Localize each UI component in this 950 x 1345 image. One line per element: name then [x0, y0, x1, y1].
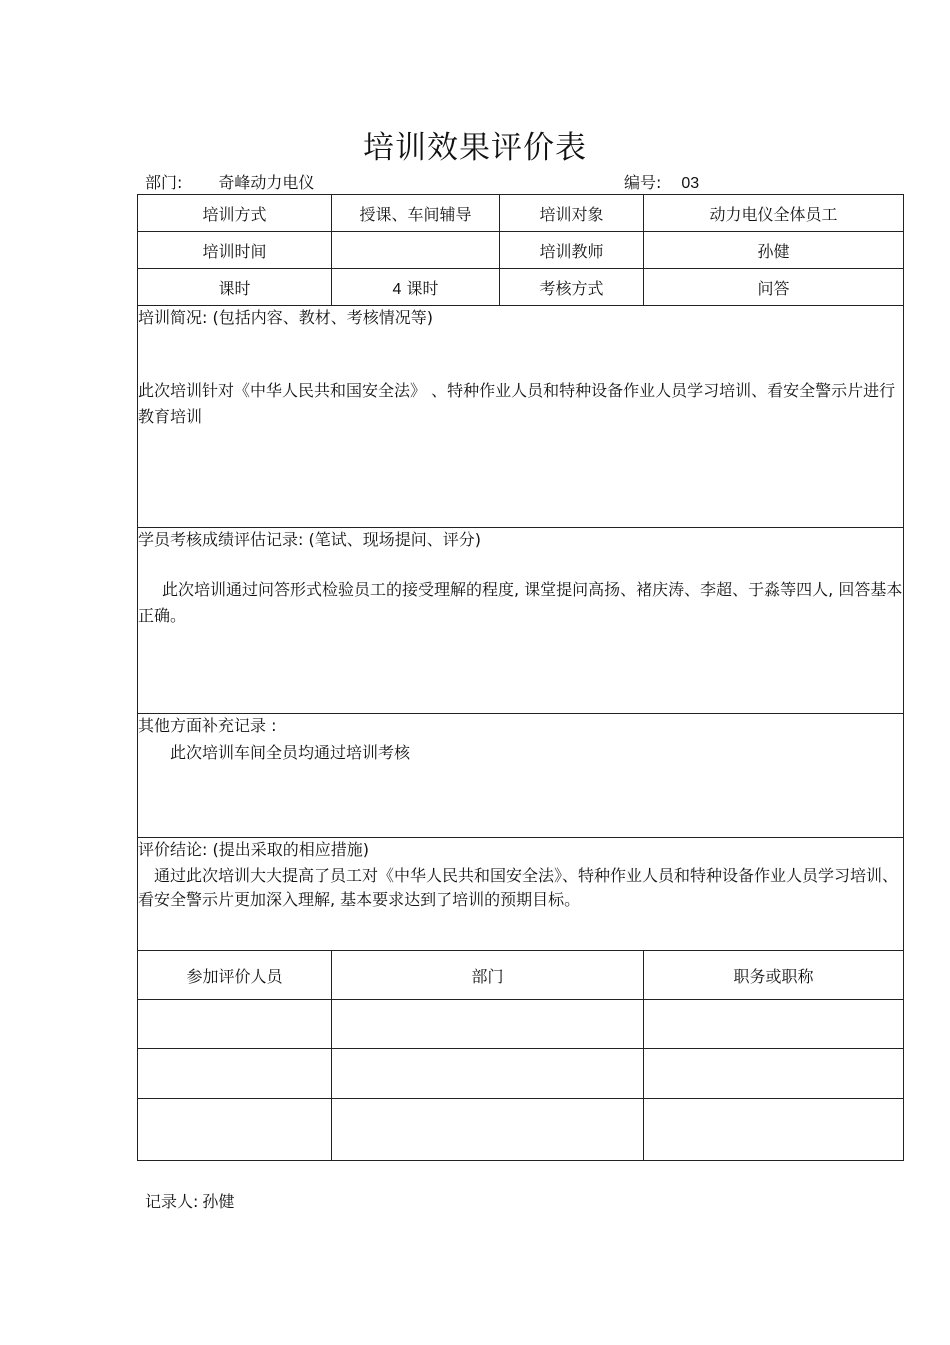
evaluator-row — [138, 1000, 904, 1049]
evaluator-row — [138, 1049, 904, 1099]
summary-content: 此次培训针对《中华人民共和国安全法》 、特种作业人员和特种设备作业人员学习培训、看安全警示片进行教育培训 — [138, 381, 896, 426]
info-row-hours — [138, 269, 904, 306]
assessment-row — [138, 528, 904, 714]
audience-value: 动力电仪全体员工 — [644, 195, 904, 232]
evaluators-header-row — [138, 951, 904, 1000]
conclusion-content: 通过此次培训大大提高了员工对《中华人民共和国安全法》、特种作业人员和特种设备作业人员学习培训、看安全警示片更加深入理解, 基本要求达到了培训的预期目标。 — [138, 866, 899, 909]
evaluator-title-cell — [644, 1049, 904, 1099]
evaluator-dept-cell — [332, 1099, 644, 1161]
other-row — [138, 714, 904, 838]
exam-value: 问答 — [644, 269, 904, 306]
evaluators-col-dept: 部门 — [332, 951, 644, 1000]
assessment-label: 学员考核成绩评估记录: (笔试、现场提问、评分) — [138, 530, 481, 549]
number-label: 编号: — [624, 173, 662, 192]
evaluator-person-cell — [138, 1099, 332, 1161]
teacher-value: 孙健 — [644, 232, 904, 269]
evaluator-title-cell — [644, 1099, 904, 1161]
other-section — [138, 714, 904, 838]
info-row-method — [138, 195, 904, 232]
conclusion-label: 评价结论: (提出采取的相应措施) — [138, 840, 369, 859]
hours-value — [332, 269, 500, 306]
other-label: 其他方面补充记录 : — [138, 716, 277, 735]
summary-section — [138, 306, 904, 528]
assessment-content: 此次培训通过问答形式检验员工的接受理解的程度, 课堂提问高扬、褚庆涛、李超、于淼等四人, 回答基本正确。 — [138, 580, 903, 625]
time-value — [332, 232, 500, 269]
summary-label: 培训简况: (包括内容、教材、考核情况等) — [138, 308, 433, 327]
evaluators-col-person: 参加评价人员 — [138, 951, 332, 1000]
teacher-label: 培训教师 — [500, 232, 644, 269]
evaluator-title-cell — [644, 1000, 904, 1049]
exam-label: 考核方式 — [500, 269, 644, 306]
hours-number: 4 — [392, 280, 402, 298]
time-label: 培训时间 — [138, 232, 332, 269]
hours-unit: 课时 — [406, 278, 439, 298]
evaluator-dept-cell — [332, 1000, 644, 1049]
evaluator-dept-cell — [332, 1049, 644, 1099]
method-value: 授课、车间辅导 — [332, 195, 500, 232]
department-label: 部门: — [145, 173, 183, 192]
number-field — [624, 170, 699, 193]
conclusion-section — [138, 838, 904, 951]
conclusion-row — [138, 838, 904, 951]
number-value: 03 — [681, 175, 700, 192]
evaluators-col-title: 职务或职称 — [644, 951, 904, 1000]
department-value: 奇峰动力电仪 — [218, 173, 315, 192]
evaluator-person-cell — [138, 1000, 332, 1049]
department-field — [145, 170, 314, 193]
evaluator-person-cell — [138, 1049, 332, 1099]
evaluation-form-table — [137, 194, 904, 1161]
audience-label: 培训对象 — [500, 195, 644, 232]
other-content: 此次培训车间全员均通过培训考核 — [170, 743, 411, 762]
recorder-field — [145, 1189, 234, 1212]
evaluator-row — [138, 1099, 904, 1161]
page-title: 培训效果评价表 — [363, 130, 587, 166]
info-row-time — [138, 232, 904, 269]
recorder-value: 孙健 — [202, 1192, 235, 1211]
recorder-label: 记录人: — [145, 1192, 199, 1211]
hours-label: 课时 — [138, 269, 332, 306]
method-label: 培训方式 — [138, 195, 332, 232]
assessment-section — [138, 528, 904, 714]
summary-row — [138, 306, 904, 528]
